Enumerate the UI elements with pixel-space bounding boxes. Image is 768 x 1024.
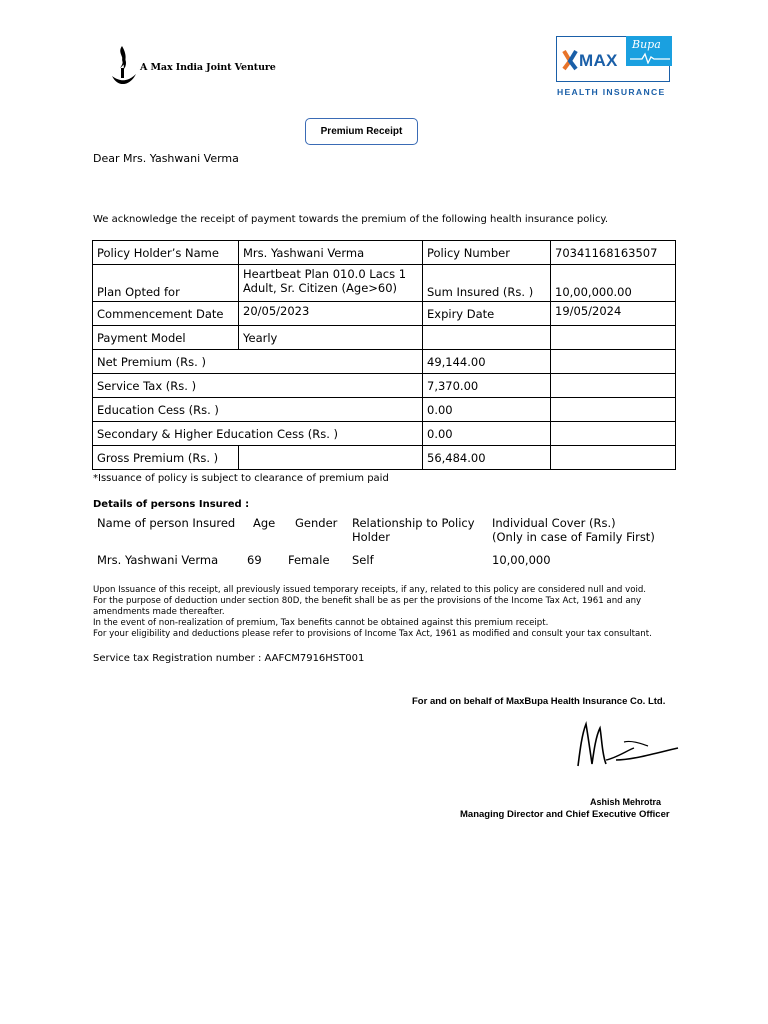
max-india-logo <box>108 42 276 90</box>
plan-label: Plan Opted for <box>93 265 239 302</box>
person-name: Mrs. Yashwani Verma <box>97 553 219 567</box>
higher-education-cess-label: Secondary & Higher Education Cess (Rs. ) <box>93 422 423 446</box>
empty-cell <box>551 422 676 446</box>
table-row <box>93 374 676 398</box>
acknowledgement-text: We acknowledge the receipt of payment towards the premium of the following health insurance policy. <box>93 214 609 225</box>
logo-tagline: A Max India Joint Venture <box>140 62 276 73</box>
holder-label: Policy Holder’s Name <box>93 241 239 265</box>
table-row <box>93 446 676 470</box>
bupa-text: Bupa <box>632 38 661 51</box>
holder-value: Mrs. Yashwani Verma <box>239 241 423 265</box>
sum-insured-label: Sum Insured (Rs. ) <box>423 265 551 302</box>
empty-cell <box>551 326 676 350</box>
commencement-value: 20/05/2023 <box>239 302 423 326</box>
commencement-label: Commencement Date <box>93 302 239 326</box>
policy-table <box>92 240 676 470</box>
person-gender: Female <box>288 553 330 567</box>
flame-logo-icon <box>108 42 138 90</box>
table-row <box>93 326 676 350</box>
behalf-text: For and on behalf of MaxBupa Health Insurance Co. Ltd. <box>412 696 666 707</box>
salutation-name: Yashwani Verma <box>146 152 239 165</box>
persons-heading: Details of persons Insured : <box>93 499 250 510</box>
plan-value <box>239 265 423 302</box>
expiry-value: 19/05/2024 <box>551 302 676 326</box>
plan-value-line2: Adult, Sr. Citizen (Age>60) <box>243 281 398 295</box>
max-brand-text: MAX <box>579 51 618 70</box>
payment-value: Yearly <box>239 326 423 350</box>
disclaimer-line: Upon Issuance of this receipt, all previously issued temporary receipts, if any, related to this policy are considered null and void. <box>93 585 647 595</box>
plan-value-line1: Heartbeat Plan 010.0 Lacs 1 <box>243 267 407 281</box>
persons-header-name: Name of person Insured <box>97 516 236 530</box>
disclaimers <box>93 585 683 640</box>
persons-header-age: Age <box>253 516 276 530</box>
table-row <box>93 302 676 326</box>
sum-insured-value: 10,00,000.00 <box>551 265 676 302</box>
gross-premium-label: Gross Premium (Rs. ) <box>93 446 239 470</box>
page-title: Premium Receipt <box>305 118 418 145</box>
empty-cell <box>239 446 423 470</box>
person-cover: 10,00,000 <box>492 553 551 567</box>
person-age: 69 <box>247 553 262 567</box>
cover-header-line1: Individual Cover (Rs.) <box>492 516 616 530</box>
service-tax-label: Service Tax (Rs. ) <box>93 374 423 398</box>
net-premium-value: 49,144.00 <box>423 350 551 374</box>
persons-header-cover <box>492 516 655 544</box>
table-row <box>93 265 676 302</box>
empty-cell <box>423 326 551 350</box>
table-row <box>93 398 676 422</box>
policy-number-value: 70341168163507 <box>551 241 676 265</box>
relationship-header-line2: Holder <box>352 530 390 544</box>
issuance-note: *Issuance of policy is subject to clearance of premium paid <box>93 473 389 484</box>
person-relationship: Self <box>352 553 374 567</box>
service-tax-value: 7,370.00 <box>423 374 551 398</box>
health-insurance-text: HEALTH INSURANCE <box>557 87 666 97</box>
empty-cell <box>551 350 676 374</box>
policy-number-label: Policy Number <box>423 241 551 265</box>
disclaimer-line: For the purpose of deduction under section 80D, the benefit shall be as per the provisions of the Income Tax Act, 1961 and any amendments made thereafter. <box>93 596 642 617</box>
empty-cell <box>551 374 676 398</box>
salutation <box>93 152 239 165</box>
disclaimer-line: For your eligibility and deductions please refer to provisions of Income Tax Act, 1961 as modified and consult your tax consultant. <box>93 629 652 639</box>
max-bupa-logo <box>556 36 672 98</box>
empty-cell <box>551 398 676 422</box>
signer-title: Managing Director and Chief Executive Officer <box>460 809 670 820</box>
education-cess-label: Education Cess (Rs. ) <box>93 398 423 422</box>
heartbeat-icon <box>630 52 670 64</box>
signer-name: Ashish Mehrotra <box>590 797 662 807</box>
persons-header-gender: Gender <box>295 516 338 530</box>
salutation-prefix: Dear Mrs. <box>93 152 147 165</box>
higher-education-cess-value: 0.00 <box>423 422 551 446</box>
bupa-badge <box>626 36 672 66</box>
table-row <box>93 241 676 265</box>
expiry-label: Expiry Date <box>423 302 551 326</box>
ribbon-logo-icon <box>561 49 579 71</box>
table-row <box>93 422 676 446</box>
signature-image <box>572 720 682 770</box>
cover-header-line2: (Only in case of Family First) <box>492 530 655 544</box>
payment-label: Payment Model <box>93 326 239 350</box>
persons-header-relationship <box>352 516 475 544</box>
education-cess-value: 0.00 <box>423 398 551 422</box>
gross-premium-value: 56,484.00 <box>423 446 551 470</box>
net-premium-label: Net Premium (Rs. ) <box>93 350 423 374</box>
disclaimer-line: In the event of non-realization of premium, Tax benefits cannot be obtained against this premium receipt. <box>93 618 549 628</box>
empty-cell <box>551 446 676 470</box>
table-row <box>93 350 676 374</box>
service-tax-registration: Service tax Registration number : AAFCM7916HST001 <box>93 653 365 664</box>
relationship-header-line1: Relationship to Policy <box>352 516 475 530</box>
